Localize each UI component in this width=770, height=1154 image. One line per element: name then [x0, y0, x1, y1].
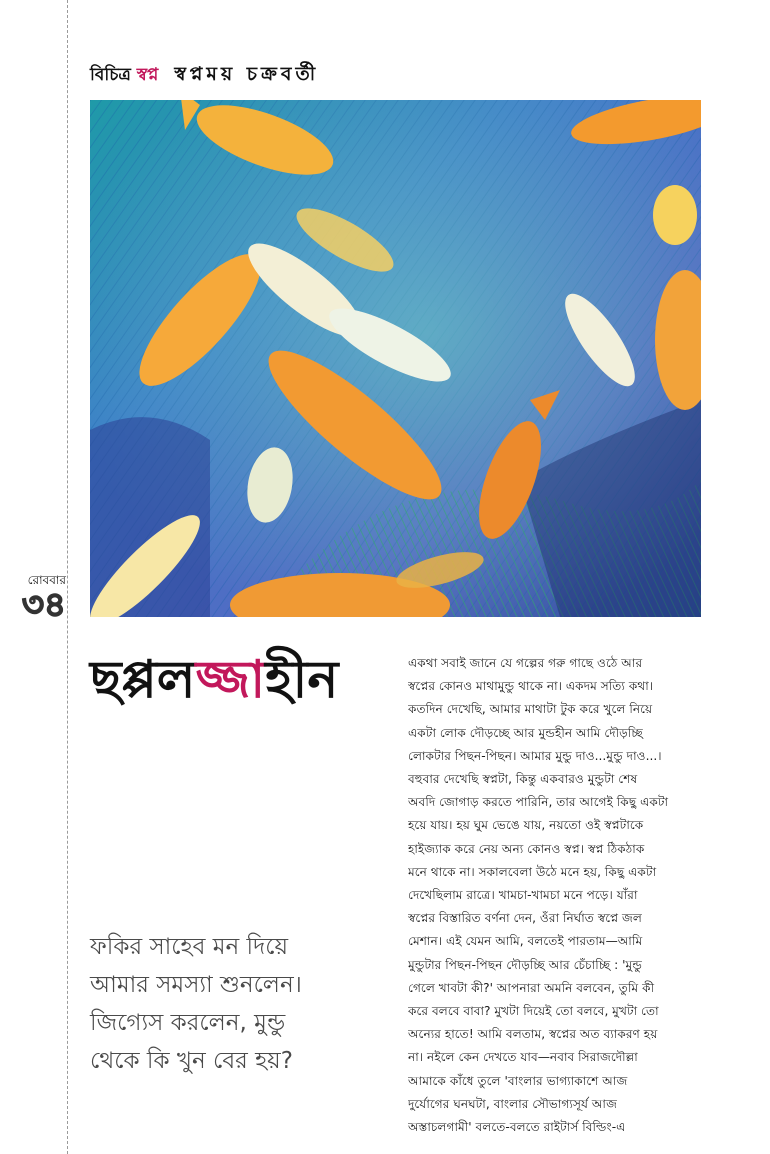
- pull-quote: [90, 928, 390, 1080]
- day-label: রোববার: [27, 573, 66, 587]
- pull-quote-line: ফকির সাহেব মন দিয়ে: [90, 934, 289, 960]
- pull-quote-line: আমার সমস্যা শুনলেন।: [90, 972, 302, 998]
- page-number: ৩৪: [21, 585, 66, 625]
- body-line: হাইজ্যাক করে নেয় অন্য কোনও স্বপ্ন। স্বপ্ন ঠিকঠাক: [408, 841, 645, 856]
- article-header: [90, 60, 319, 90]
- body-line: করে বলবে বাবা? মুখটা দিয়েই তো বলবে, মুখটা তো: [408, 1004, 659, 1019]
- story-title: [90, 644, 390, 724]
- series-prefix: বিচিত্র: [90, 65, 137, 85]
- body-line: না। নইলে কেন দেখতে যাব—নবাব সিরাজদৌল্লা: [408, 1050, 638, 1065]
- page-side-label: [0, 573, 66, 623]
- body-line: হয়ে যায়। হয় ঘুম ভেঙে যায়, নয়তো ওই স্বপ্নটাকে: [408, 818, 644, 833]
- fish-illustration: [90, 100, 701, 617]
- title-part-2: হীন: [265, 649, 339, 710]
- body-line: মনে থাকে না। সকালবেলা উঠে মনে হয়, কিছু একটা: [408, 864, 657, 879]
- body-line: আমাকে কাঁধে তুলে 'বাংলার ভাগ্যাকাশে আজ: [408, 1073, 628, 1088]
- title-accent: জ্জা: [195, 649, 266, 710]
- margin-rule: [67, 0, 68, 1154]
- body-line: অন্যের হাতে! আমি বলতাম, স্বপ্নের অত ব্যাকরণ হয়: [408, 1027, 658, 1042]
- body-line: দুর্যোগের ঘনঘটা, বাংলার সৌভাগ্যসূর্য আজ: [408, 1096, 618, 1111]
- body-line: স্বপ্নের বিস্তারিত বর্ণনা দেন, ওঁরা নির্ঘাত স্বপ্নে জল: [408, 911, 643, 926]
- body-line: একথা সবাই জানে যে গল্পের গরু গাছে ওঠে আর: [408, 656, 643, 670]
- series-accent: স্বপ্ন: [136, 65, 159, 85]
- fish-painting-svg: [90, 100, 701, 617]
- body-line: অস্তাচলগামী' বলতে-বলতে রাইটার্স বিল্ডিং-এ: [408, 1120, 626, 1135]
- pull-quote-line: জিগ্যেস করলেন, মুন্ডু: [90, 1010, 286, 1036]
- series-name: [90, 62, 158, 90]
- body-line: কতদিন দেখেছি, আমার মাথাটা টুক করে খুলে নিয়ে: [408, 702, 653, 717]
- body-line: লোকটার পিছন-পিছন। আমার মুন্ডু দাও...মুন্ডু দাও...।: [408, 748, 662, 763]
- fish-yellow-edge: [653, 185, 697, 245]
- author-name: স্বপ্নময় চক্রবর্তী: [174, 63, 320, 85]
- pull-quote-line: থেকে কি খুন বের হয়?: [90, 1048, 293, 1074]
- title-part-1: ছপ্পল: [90, 649, 196, 710]
- body-line: একটা লোক দৌড়চ্ছে আর মুন্ডহীন আমি দৌড়চ্ছি: [408, 725, 643, 740]
- body-line: স্বপ্নের কোনও মাথামুন্ডু থাকে না। একদম সত্যি কথা।: [408, 679, 654, 694]
- body-line: মুন্ডুটার পিছন-পিছন দৌড়চ্ছি আর চেঁচাচ্ছি : 'মুন্ডু: [408, 957, 642, 972]
- body-line: বহুবার দেখেছি স্বপ্নটা, কিন্তু একবারও মুন্ডুটা শেষ: [408, 772, 638, 787]
- body-line: অবদি জোগাড় করতে পারিনি, তার আগেই কিছু একটা: [408, 795, 669, 810]
- body-text: [408, 652, 702, 1139]
- body-line: মেশান। এই যেমন আমি, বলতেই পারতাম—আমি: [408, 934, 643, 949]
- body-line: দেখেছিলাম রাত্রে। খামচা-খামচা মনে পড়ে। যাঁরা: [408, 888, 638, 903]
- body-line: গেলে খাবটা কী?' আপনারা অমনি বলবেন, তুমি কী: [408, 980, 655, 995]
